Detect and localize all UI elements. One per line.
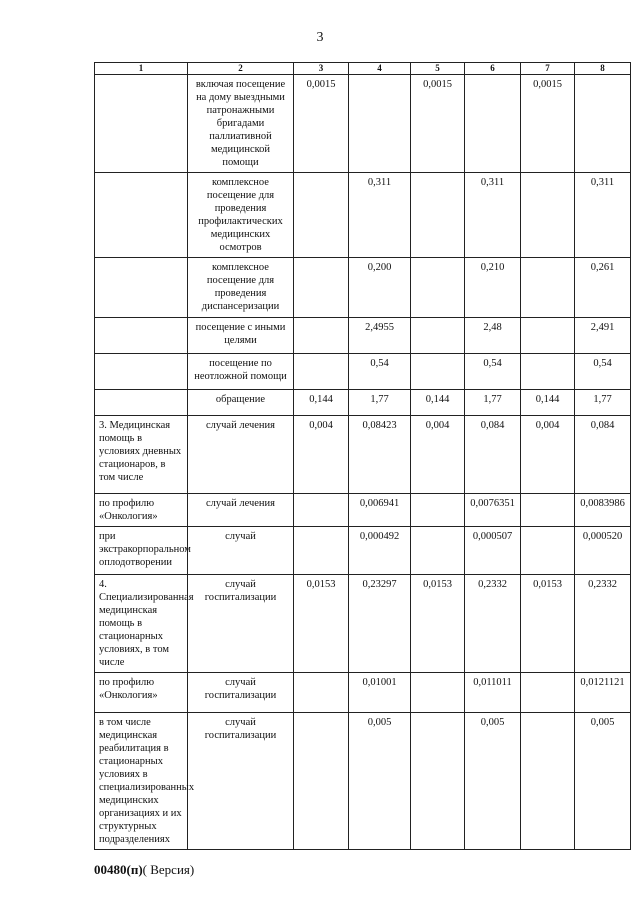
row-category-cell: по профилю «Онкология» [95, 494, 188, 527]
value-cell: 0,144 [411, 390, 465, 416]
col-header-6: 6 [465, 63, 521, 75]
value-cell: 0,01001 [349, 673, 411, 713]
table-row [95, 713, 631, 850]
value-cell [349, 75, 411, 173]
value-cell: 0,0083986 [575, 494, 631, 527]
table-row [95, 527, 631, 575]
value-cell: 1,77 [349, 390, 411, 416]
table-row [95, 673, 631, 713]
value-cell: 0,004 [411, 416, 465, 494]
value-cell [294, 173, 349, 258]
value-cell: 1,77 [575, 390, 631, 416]
value-cell: 0,311 [575, 173, 631, 258]
row-unit-cell: случай лечения [188, 416, 294, 494]
value-cell: 0,004 [521, 416, 575, 494]
value-cell: 0,005 [465, 713, 521, 850]
value-cell: 0,311 [465, 173, 521, 258]
row-category-cell: 3. Медицинская помощь в условиях дневных стационаров, в том числе [95, 416, 188, 494]
value-cell [465, 75, 521, 173]
row-category-cell: по профилю «Онкология» [95, 673, 188, 713]
value-cell [294, 354, 349, 390]
value-cell: 2,48 [465, 318, 521, 354]
value-cell [294, 258, 349, 318]
value-cell [411, 354, 465, 390]
table-row [95, 258, 631, 318]
value-cell: 0,2332 [575, 575, 631, 673]
row-unit-cell: случай госпитализации [188, 575, 294, 673]
col-header-5: 5 [411, 63, 465, 75]
table-row [95, 390, 631, 416]
value-cell: 0,006941 [349, 494, 411, 527]
value-cell [521, 258, 575, 318]
row-category-cell [95, 318, 188, 354]
col-header-2: 2 [188, 63, 294, 75]
document-footer [94, 862, 194, 878]
value-cell: 0,000520 [575, 527, 631, 575]
value-cell [294, 713, 349, 850]
row-unit-cell: обращение [188, 390, 294, 416]
row-unit-cell: случай госпитализации [188, 713, 294, 850]
value-cell: 0,0015 [294, 75, 349, 173]
page-number: 3 [316, 30, 324, 45]
table-row [95, 75, 631, 173]
value-cell: 0,200 [349, 258, 411, 318]
value-cell: 0,0121121 [575, 673, 631, 713]
value-cell: 0,210 [465, 258, 521, 318]
value-cell [411, 173, 465, 258]
value-cell [294, 494, 349, 527]
value-cell: 0,0153 [411, 575, 465, 673]
value-cell [521, 527, 575, 575]
value-cell: 0,08423 [349, 416, 411, 494]
value-cell [411, 713, 465, 850]
row-unit-cell: комплексное посещение для проведения диспансеризации [188, 258, 294, 318]
value-cell [411, 258, 465, 318]
value-cell: 0,084 [465, 416, 521, 494]
row-category-cell: в том числе медицинская реабилитация в стационарных условиях в специализированных медицинских организациях и их структурных подразделениях [95, 713, 188, 850]
value-cell: 0,54 [349, 354, 411, 390]
value-cell: 0,144 [294, 390, 349, 416]
row-unit-cell: посещение с иными целями [188, 318, 294, 354]
value-cell: 0,000507 [465, 527, 521, 575]
table-row [95, 173, 631, 258]
value-cell: 0,0015 [411, 75, 465, 173]
row-category-cell [95, 354, 188, 390]
value-cell [294, 318, 349, 354]
value-cell: 0,0015 [521, 75, 575, 173]
value-cell: 0,005 [349, 713, 411, 850]
value-cell [521, 713, 575, 850]
col-header-4: 4 [349, 63, 411, 75]
value-cell [575, 75, 631, 173]
row-unit-cell: случай [188, 527, 294, 575]
row-category-cell [95, 75, 188, 173]
value-cell [294, 673, 349, 713]
col-header-1: 1 [95, 63, 188, 75]
col-header-7: 7 [521, 63, 575, 75]
value-cell [521, 494, 575, 527]
value-cell: 2,4955 [349, 318, 411, 354]
value-cell: 0,261 [575, 258, 631, 318]
value-cell [521, 673, 575, 713]
value-cell: 0,0153 [521, 575, 575, 673]
row-category-cell: при экстракорпоральном оплодотворении [95, 527, 188, 575]
row-unit-cell: случай лечения [188, 494, 294, 527]
table-row [95, 494, 631, 527]
value-cell [294, 527, 349, 575]
value-cell [521, 173, 575, 258]
row-unit-cell: случай госпитализации [188, 673, 294, 713]
value-cell [411, 318, 465, 354]
col-header-8: 8 [575, 63, 631, 75]
value-cell: 0,54 [465, 354, 521, 390]
row-unit-cell: комплексное посещение для проведения профилактических медицинских осмотров [188, 173, 294, 258]
table-row [95, 416, 631, 494]
column-number-row [95, 63, 631, 75]
table-row [95, 575, 631, 673]
row-category-cell: 4. Специализированная медицинская помощь в стационарных условиях, в том числе [95, 575, 188, 673]
indicators-table [94, 62, 631, 850]
document-version: ( Версия) [142, 862, 195, 877]
table-row [95, 318, 631, 354]
value-cell: 0,0076351 [465, 494, 521, 527]
value-cell: 0,000492 [349, 527, 411, 575]
value-cell [411, 673, 465, 713]
document-code: 00480(п) [94, 862, 143, 877]
row-category-cell [95, 173, 188, 258]
value-cell: 2,491 [575, 318, 631, 354]
value-cell [411, 494, 465, 527]
value-cell: 0,011011 [465, 673, 521, 713]
value-cell: 0,0153 [294, 575, 349, 673]
value-cell: 0,54 [575, 354, 631, 390]
row-category-cell [95, 258, 188, 318]
value-cell: 1,77 [465, 390, 521, 416]
value-cell: 0,311 [349, 173, 411, 258]
value-cell: 0,144 [521, 390, 575, 416]
row-category-cell [95, 390, 188, 416]
value-cell: 0,23297 [349, 575, 411, 673]
value-cell [521, 354, 575, 390]
value-cell: 0,084 [575, 416, 631, 494]
row-unit-cell: включая посещение на дому выездными патронажными бригадами паллиативной медицинской помощи [188, 75, 294, 173]
col-header-3: 3 [294, 63, 349, 75]
table-row [95, 354, 631, 390]
value-cell [521, 318, 575, 354]
value-cell: 0,005 [575, 713, 631, 850]
value-cell [411, 527, 465, 575]
row-unit-cell: посещение по неотложной помощи [188, 354, 294, 390]
value-cell: 0,004 [294, 416, 349, 494]
value-cell: 0,2332 [465, 575, 521, 673]
